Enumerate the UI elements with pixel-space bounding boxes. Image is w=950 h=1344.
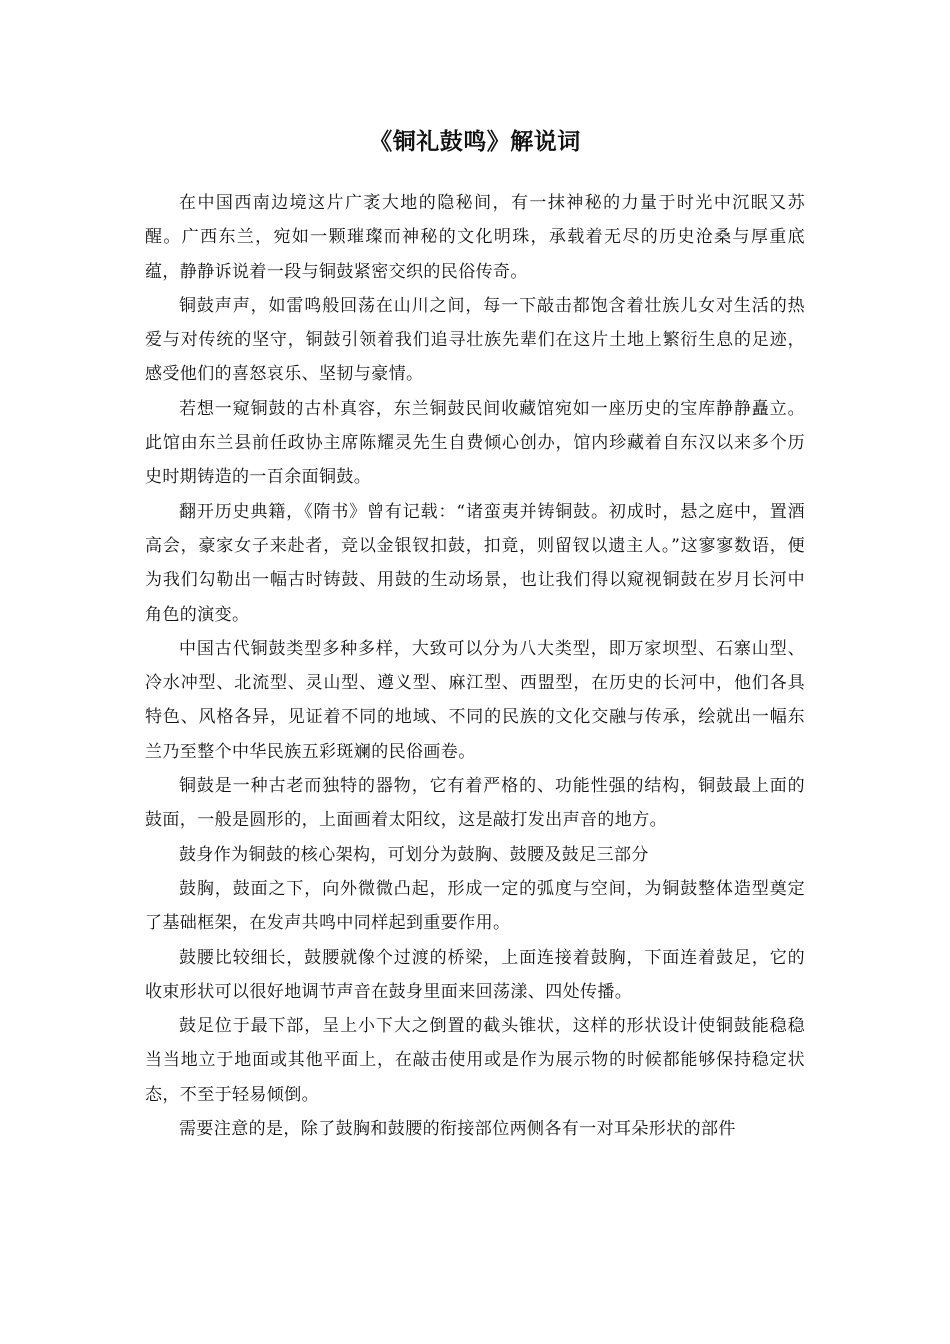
paragraph-9: 鼓腰比较细长，鼓腰就像个过渡的桥梁，上面连接着鼓胸，下面连着鼓足，它的收束形状可以很好地调节声音在鼓身里面来回荡漾、四处传播。 bbox=[145, 947, 805, 1002]
paragraph-6: 铜鼓是一种古老而独特的器物，它有着严格的、功能性强的结构，铜鼓最上面的鼓面，一般是圆形的，上面画着太阳纹，这是敲打发出声音的地方。 bbox=[145, 776, 805, 831]
paragraph-2: 铜鼓声声，如雷鸣般回荡在山川之间，每一下敲击都饱含着壮族儿女对生活的热爱与对传统的坚守，铜鼓引领着我们追寻壮族先辈们在这片土地上繁衍生息的足迹，感受他们的喜怒哀乐、坚韧与豪情。 bbox=[145, 295, 805, 385]
paragraph-8: 鼓胸，鼓面之下，向外微微凸起，形成一定的弧度与空间，为铜鼓整体造型奠定了基础框架，在发声共鸣中同样起到重要作用。 bbox=[145, 878, 805, 934]
paragraph-10: 鼓足位于最下部，呈上小下大之倒置的截头锥状，这样的形状设计使铜鼓能稳稳当当地立于地面或其他平面上，在敲击使用或是作为展示物的时候都能够保持稳定状态，不至于轻易倾倒。 bbox=[145, 1016, 805, 1105]
paragraph-11: 需要注意的是，除了鼓胸和鼓腰的衔接部位两侧各有一对耳朵形状的部件 bbox=[179, 1119, 736, 1140]
paragraph-7: 鼓身作为铜鼓的核心架构，可划分为鼓胸、鼓腰及鼓足三部分 bbox=[179, 844, 649, 865]
paragraph-4: 翻开历史典籍，《隋书》曾有记载：“诸蛮夷并铸铜鼓。初成时，悬之庭中，置酒高会，豪家女子来赴者，竞以金银钗扣鼓，扣竟，则留钗以遗主人。”这寥寥数语，便为我们勾勒出一幅古时铸鼓、用鼓的生动场景，也让我们得以窥视铜鼓在岁月长河中角色的演变。 bbox=[145, 501, 805, 625]
paragraph-1: 在中国西南边境这片广袤大地的隐秘间，有一抹神秘的力量于时光中沉眠又苏醒。广西东兰，宛如一颗璀璨而神秘的文化明珠，承载着无尽的历史沧桑与厚重底蕴，静静诉说着一段与铜鼓紧密交织的民俗传奇。 bbox=[145, 193, 805, 282]
document-body bbox=[145, 186, 805, 1146]
paragraph-5: 中国古代铜鼓类型多种多样，大致可以分为八大类型，即万家坝型、石寨山型、冷水冲型、北流型、灵山型、遵义型、麻江型、西盟型，在历史的长河中，他们各具特色、风格各异，见证着不同的地域、不同的民族的文化交融与传承，绘就出一幅东兰乃至整个中华民族五彩斑斓的民俗画卷。 bbox=[145, 638, 805, 762]
paragraph-3: 若想一窥铜鼓的古朴真容，东兰铜鼓民间收藏馆宛如一座历史的宝库静静矗立。此馆由东兰县前任政协主席陈耀灵先生自费倾心创办，馆内珍藏着自东汉以来多个历史时期铸造的一百余面铜鼓。 bbox=[145, 398, 805, 488]
document-title: 《铜礼鼓鸣》解说词 bbox=[369, 129, 581, 155]
